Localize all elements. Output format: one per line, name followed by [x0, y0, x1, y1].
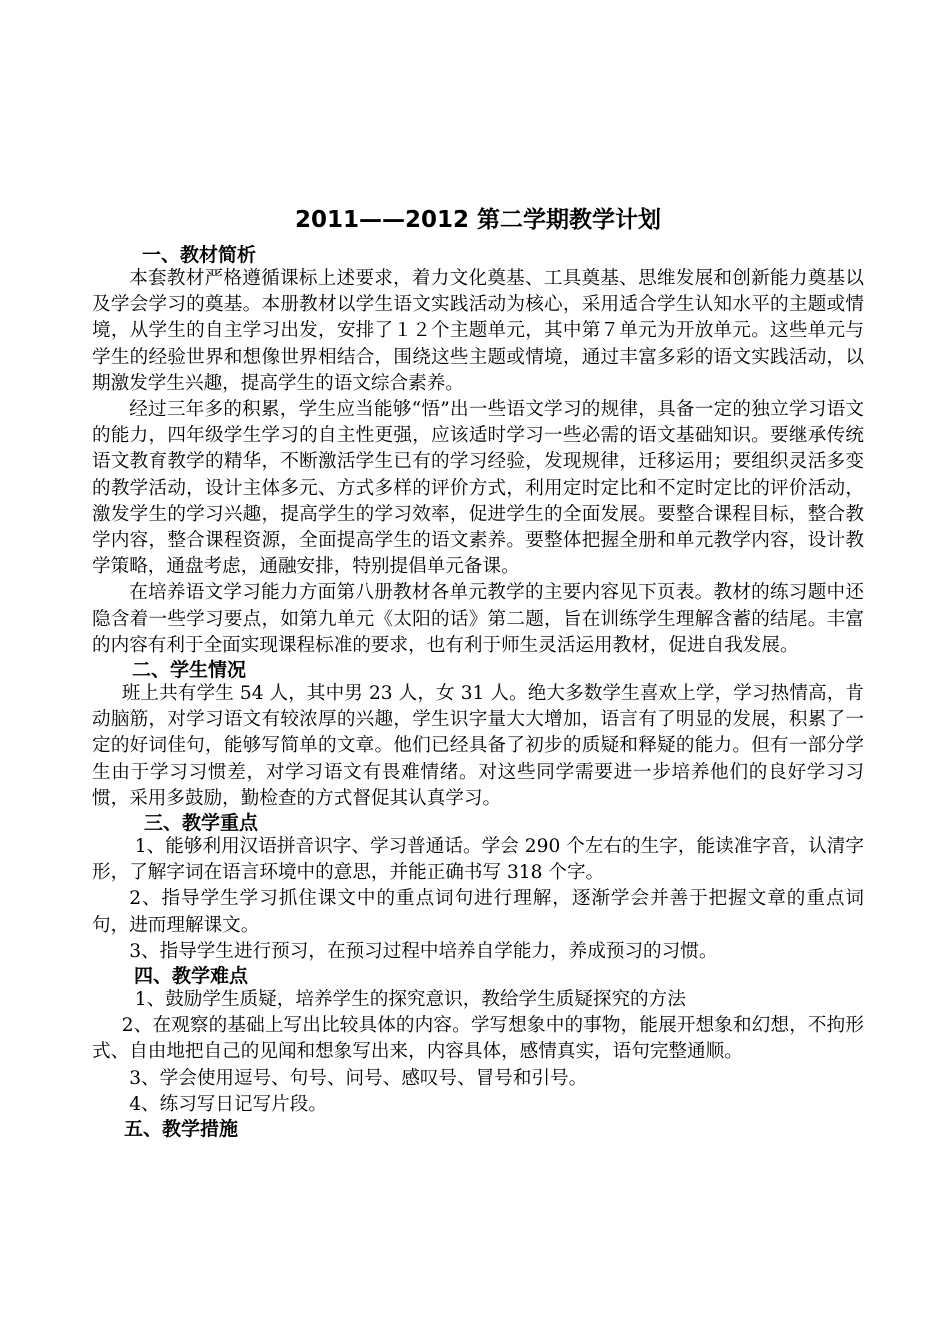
paragraph: 2、指导学生学习抓住课文中的重点词句进行理解，逐渐学会并善于把握文章的重点词句，进而理解课文。 [92, 888, 864, 936]
paragraph: 2、在观察的基础上写出比较具体的内容。学写想象中的事物，能展开想象和幻想，不拘形式、自由地把自己的见闻和想象写出来，内容具体，感情真实，语句完整通顺。 [92, 1015, 864, 1063]
document-page [92, 200, 864, 1140]
paragraph: 班上共有学生 54 人，其中男 23 人，女 31 人。绝大多数学生喜欢上学，学习热情高，肯动脑筋，对学习语文有较浓厚的兴趣，学生识字量大大增加，语言有了明显的发展，积累了一定的好词佳句，能够写简单的文章。他们已经具备了初步的质疑和释疑的能力。但有一部分学生由于学习习惯差，对学习语文有畏难情绪。对这些同学需要进一步培养他们的良好学习习惯，采用多鼓励，勤检查的方式督促其认真学习。 [92, 683, 864, 809]
paragraph: 3、指导学生进行预习，在预习过程中培养自学能力，养成预习的习惯。 [129, 940, 718, 962]
section-heading-teaching-focus: 三、教学重点 [144, 812, 259, 835]
paragraph: 3、学会使用逗号、句号、问号、感叹号、冒号和引号。 [129, 1067, 588, 1089]
section-heading-teaching-measures: 五、教学措施 [124, 1118, 239, 1141]
paragraph: 4、练习写日记写片段。 [129, 1093, 327, 1115]
paragraph: 1、能够利用汉语拼音识字、学习普通话。学会 290 个左右的生字，能读准字音，认清字形，了解字词在语言环境中的意思，并能正确书写 318 个字。 [92, 836, 864, 884]
section-heading-teaching-difficulties: 四、教学难点 [134, 965, 249, 988]
paragraph: 在培养语文学习能力方面第八册教材各单元教学的主要内容见下页表。教材的练习题中还隐含着一些学习要点，如第九单元《太阳的话》第二题，旨在训练学生理解含蓄的结尾。丰富的内容有利于全面实现课程标准的要求，也有利于师生灵活运用教材，促进自我发展。 [92, 582, 864, 656]
paragraph: 本套教材严格遵循课标上述要求，着力文化奠基、工具奠基、思维发展和创新能力奠基以及学会学习的奠基。本册教材以学生语文实践活动为核心，采用适合学生认知水平的主题或情境，从学生的自主学习出发，安排了１２个主题单元，其中第７单元为开放单元。这些单元与学生的经验世界和想像世界相结合，围绕这些主题或情境，通过丰富多彩的语文实践活动，以期激发学生兴趣，提高学生的语文综合素养。 [92, 268, 864, 394]
document-title: 2011——2012 第二学期教学计划 [294, 207, 662, 233]
paragraph: 1、鼓励学生质疑，培养学生的探究意识，教给学生质疑探究的方法 [134, 989, 686, 1011]
paragraph: 经过三年多的积累，学生应当能够“悟”出一些语文学习的规律，具备一定的独立学习语文的能力，四年级学生学习的自主性更强，应该适时学习一些必需的语文基础知识。要继承传统语文教育教学的精华，不断激活学生已有的学习经验，发现规律，迁移运用；要组织灵活多变的教学活动，设计主体多元、方式多样的评价方式，利用定时定比和不定时定比的评价活动，激发学生的学习兴趣，提高学生的学习效率，促进学生的全面发展。要整合课程目标，整合教学内容，整合课程资源，全面提高学生的语文素养。要整体把握全册和单元教学内容，设计教学策略，通盘考虑，通融安排，特别提倡单元备课。 [92, 399, 864, 578]
section-heading-textbook-analysis: 一、教材简析 [142, 244, 257, 266]
section-heading-student-situation: 二、学生情况 [132, 659, 247, 682]
